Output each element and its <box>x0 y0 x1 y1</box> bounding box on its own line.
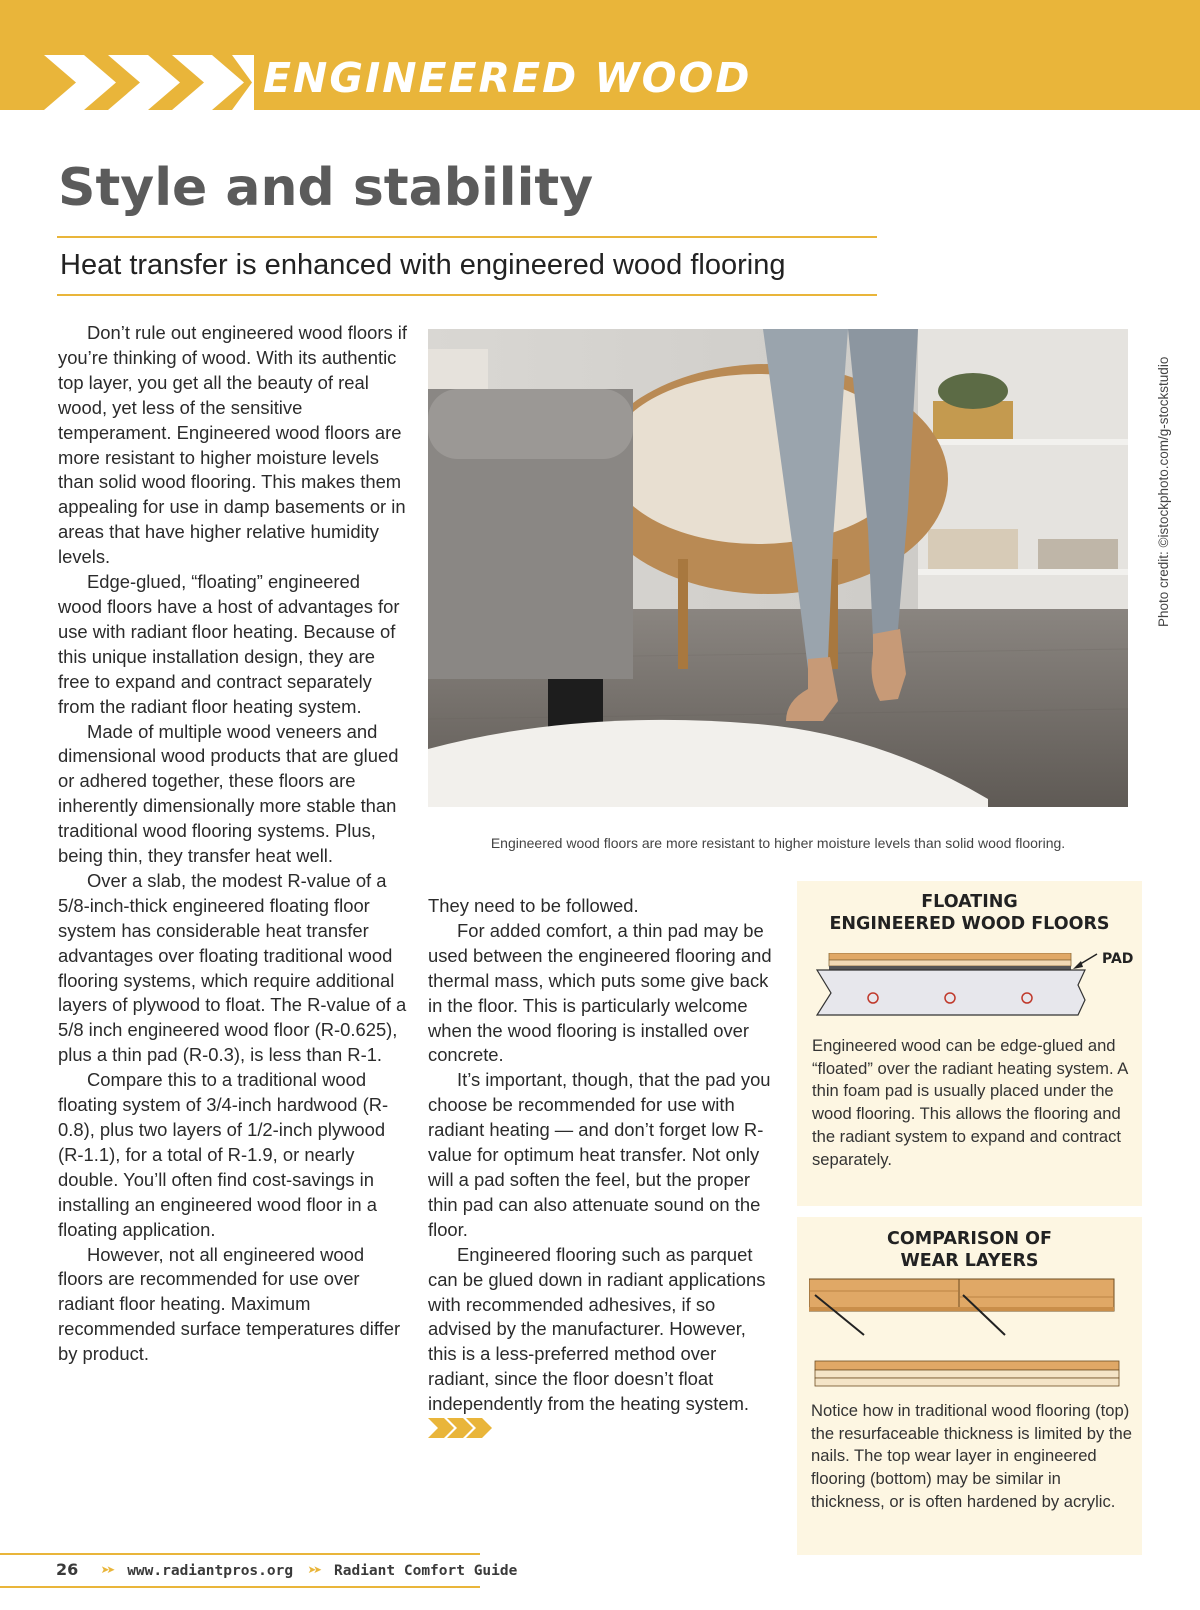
page-headline: Style and stability <box>58 158 594 218</box>
sidebar-text: Engineered wood can be edge-glued and “floated” over the radiant heating system. A thin foam pad is usually placed under the wood flooring. This allows the flooring and the radiant system to expand and contract separately. <box>812 1036 1128 1169</box>
sidebar-wear-layers <box>797 1217 1142 1555</box>
chevron-arrows-icon <box>44 55 254 110</box>
wear-layer-diagram <box>809 1277 1134 1397</box>
paragraph: It’s important, though, that the pad you choose be recommended for use with radiant heating — and don’t forget low R-value for optimum heat transfer. Not only will a pad soften the feel, but the proper thin pad can also attenuate sound on the floor. <box>428 1069 771 1240</box>
page-subhead: Heat transfer is enhanced with engineered wood flooring <box>60 249 786 281</box>
paragraph: Edge-glued, “floating” engineered wood floors have a host of advantages for use with radiant floor heating. Because of this unique installation design, they are free to expand and contract separately from the radiant floor heating system. <box>58 571 400 717</box>
paragraph: Engineered flooring such as parquet can be glued down in radiant applications with recommended adhesives, if so advised by the manufacturer. However, this is a less-preferred method over radiant, since the floor doesn’t float independently from the heating system. <box>428 1243 773 1442</box>
photo-credit: Photo credit: ©istockphoto.com/g-stockstudio <box>1156 356 1171 627</box>
paragraph: Compare this to a traditional wood floating system of 3/4-inch hardwood (R-0.8), plus two layers of 1/2-inch plywood (R-1.1), for a total of R-1.9, or nearly double. You’ll often find cost-savings in installing an engineered wood floor in a floating application. <box>58 1069 389 1240</box>
divider <box>57 294 877 296</box>
body-column-1 <box>58 321 408 1367</box>
room-photo <box>428 329 1128 807</box>
sidebar-title: COMPARISON OF WEAR LAYERS <box>887 1229 1052 1271</box>
paragraph: However, not all engineered wood floors are recommended for use over radiant floor heating. Maximum recommended surface temperatures differ by product. <box>58 1243 401 1365</box>
footer-rule <box>0 1586 480 1588</box>
sidebar-title: FLOATING ENGINEERED WOOD FLOORS <box>829 892 1110 934</box>
photo-caption: Engineered wood floors are more resistant to higher moisture levels than solid wood flooring. <box>490 835 1066 851</box>
section-title: ENGINEERED WOOD <box>263 54 752 102</box>
page-number: 26 <box>56 1560 79 1579</box>
chevron-icon: ➤➤ <box>307 1563 320 1579</box>
paragraph: Made of multiple wood veneers and dimensional wood products that are glued or adhered together, these floors are inherently dimensionally more stable than traditional wood flooring systems. Plus, being thin, they transfer heat well. <box>58 720 399 867</box>
paragraph: Over a slab, the modest R-value of a 5/8-inch-thick engineered floating floor system has considerable heat transfer advantages over floating traditional wood flooring systems, which require additional layers of plywood to float. The R-value of a 5/8 inch engineered wood floor (R-0.625), plus a thin pad (R-0.3), is less than R-1. <box>58 869 407 1066</box>
header-banner <box>0 0 1200 110</box>
sidebar-text: Notice how in traditional wood flooring (top) the resurfaceable thickness is limited by the nails. The top wear layer in engineered flooring (bottom) may be similar in thickness, or is often hardened by acrylic. <box>811 1401 1132 1511</box>
footer-website: www.radiantpros.org <box>127 1563 294 1579</box>
floating-floor-diagram <box>815 953 1135 1043</box>
paragraph: For added comfort, a thin pad may be used between the engineered flooring and thermal mass, which puts some give back in the floor. This is particularly welcome when the wood flooring is installed over concrete. <box>428 919 772 1066</box>
paragraph: They need to be followed. <box>428 895 639 916</box>
body-column-2 <box>428 894 773 1442</box>
page-footer <box>56 1560 517 1579</box>
pad-label: PAD <box>1102 951 1134 967</box>
footer-publication: Radiant Comfort Guide <box>334 1563 518 1579</box>
chevron-icon: ➤➤ <box>101 1563 113 1579</box>
paragraph: Don’t rule out engineered wood floors if you’re thinking of wood. With its authentic top layer, you get all the beauty of real wood, yet less of the sensitive temperament. Engineered wood floors are more resistant to higher moisture levels than solid wood flooring. This makes them appealing for use in damp basements or in areas that have higher relative humidity levels. <box>58 322 407 568</box>
divider <box>57 236 877 238</box>
end-mark-chevrons-icon <box>428 1418 492 1438</box>
legs-walking-illustration <box>428 329 1128 807</box>
footer-rule <box>0 1553 480 1555</box>
sidebar-floating-floors <box>797 881 1142 1206</box>
